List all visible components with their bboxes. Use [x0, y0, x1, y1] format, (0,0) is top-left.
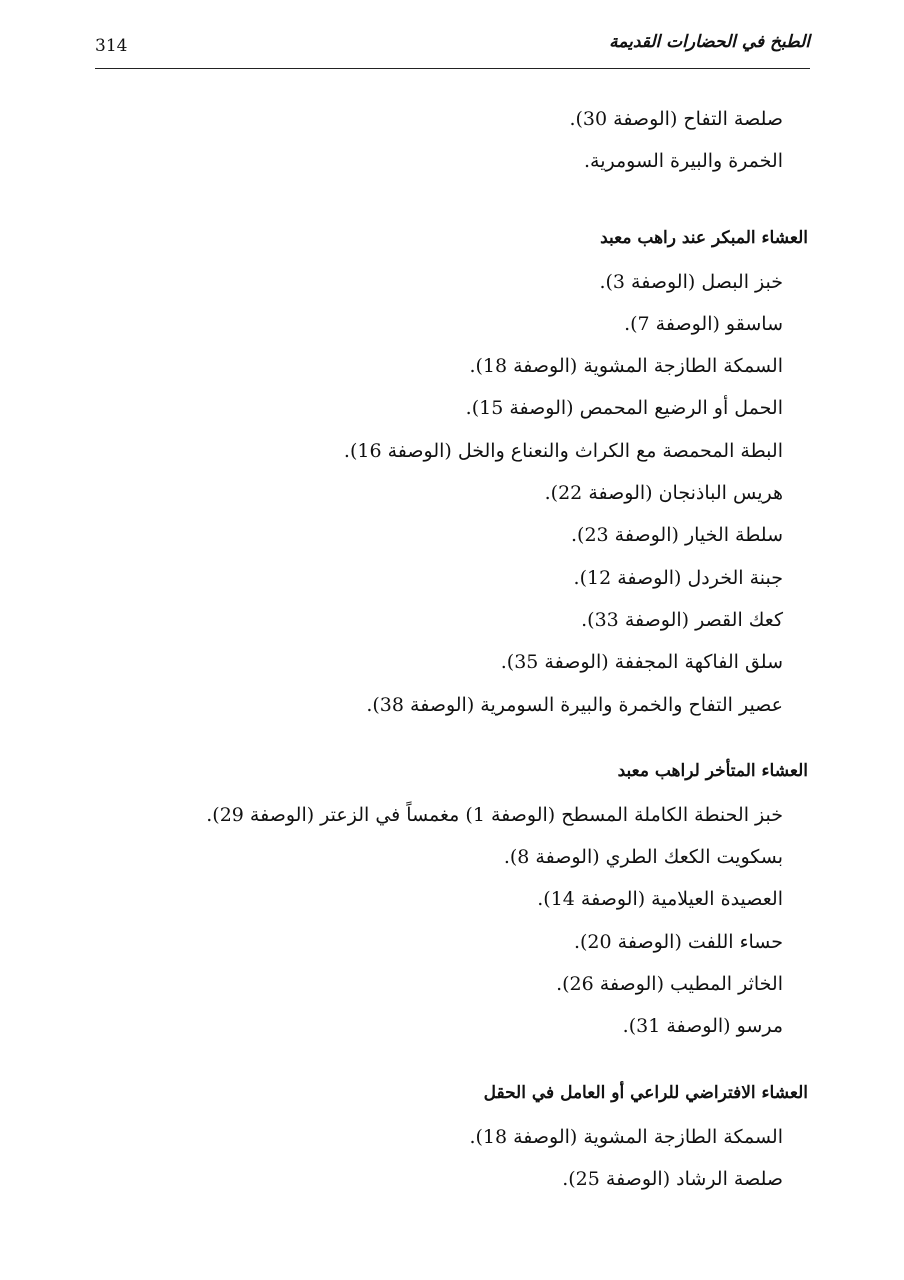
- section-late-dinner-priest: [168, 756, 808, 1048]
- section-early-dinner-priest: [168, 223, 808, 726]
- list-item: هريس الباذنجان (الوصفة 22).: [544, 482, 783, 505]
- page-header: [95, 28, 810, 69]
- list-item: خبز البصل (الوصفة 3).: [599, 270, 783, 293]
- list-item: صلصة الرشاد (الوصفة 25).: [562, 1167, 783, 1190]
- list-item: السمكة الطازجة المشوية (الوصفة 18).: [469, 1125, 783, 1148]
- list-item: صلصة التفاح (الوصفة 30).: [569, 108, 783, 130]
- list-item: الحمل أو الرضيع المحمص (الوصفة 15).: [465, 397, 783, 420]
- list-item: بسكويت الكعك الطري (الوصفة 8).: [503, 846, 783, 869]
- running-title: الطبخ في الحضارات القديمة: [609, 32, 810, 52]
- list-item: مرسو (الوصفة 31).: [622, 1015, 783, 1038]
- list-item: البطة المحمصة مع الكراث والنعناع والخل (الوصفة 16).: [343, 439, 783, 462]
- section-heading: العشاء المبكر عند راهب معبد: [600, 227, 808, 248]
- intro-list: [168, 98, 808, 183]
- list-item: السمكة الطازجة المشوية (الوصفة 18).: [469, 355, 783, 378]
- list-item: كعك القصر (الوصفة 33).: [581, 608, 783, 631]
- list-item: سلطة الخيار (الوصفة 23).: [571, 524, 783, 547]
- section-heading: العشاء المتأخر لراهب معبد: [617, 760, 808, 781]
- list-item: حساء اللفت (الوصفة 20).: [573, 930, 783, 953]
- section-shepherd-dinner: [168, 1078, 808, 1201]
- page-content: [168, 98, 808, 1230]
- list-item: خبز الحنطة الكاملة المسطح (الوصفة 1) مغمساً في الزعتر (الوصفة 29).: [206, 803, 783, 826]
- list-item: الخاثر المطيب (الوصفة 26).: [556, 973, 783, 996]
- list-item: عصير التفاح والخمرة والبيرة السومرية (الوصفة 38).: [366, 693, 783, 716]
- section-heading: العشاء الافتراضي للراعي أو العامل في الحقل: [483, 1082, 808, 1103]
- page-number: 314: [95, 36, 128, 56]
- list-item: سلق الفاكهة المجففة (الوصفة 35).: [500, 651, 783, 674]
- list-item: الخمرة والبيرة السومرية.: [584, 150, 783, 173]
- list-item: ساسقو (الوصفة 7).: [624, 312, 783, 335]
- list-item: العصيدة العيلامية (الوصفة 14).: [537, 888, 783, 911]
- list-item: جبنة الخردل (الوصفة 12).: [573, 566, 783, 589]
